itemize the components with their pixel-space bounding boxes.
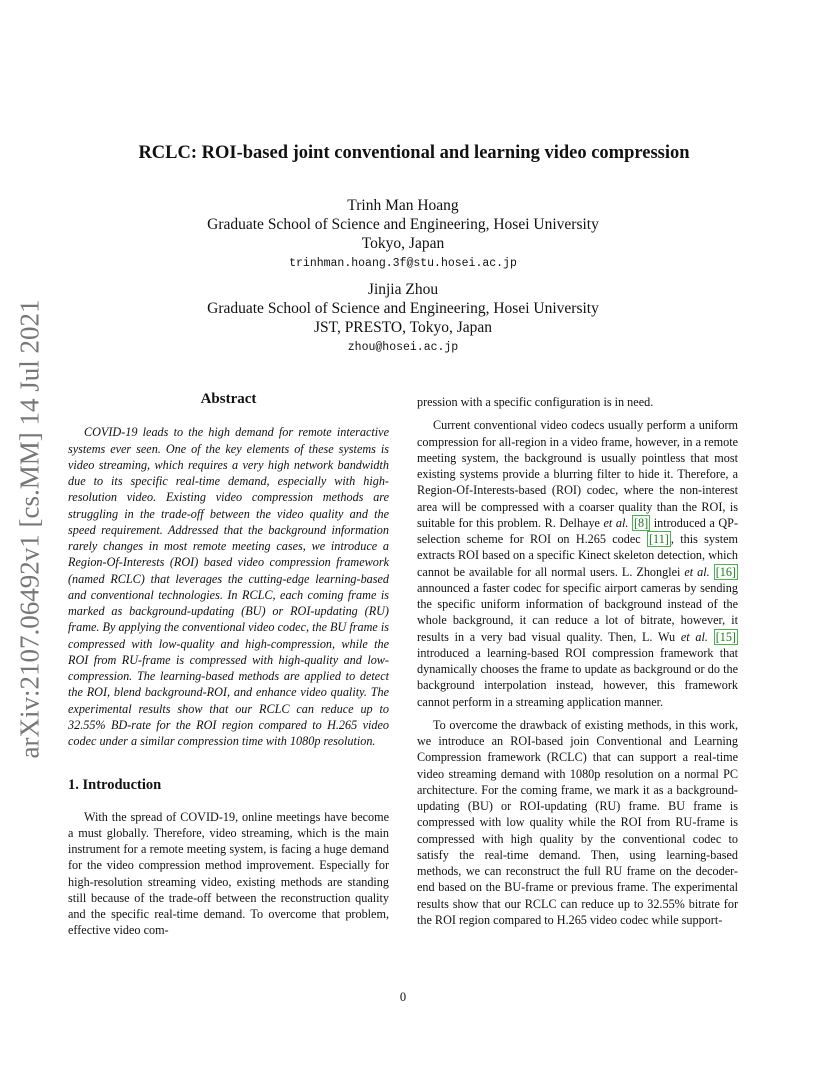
right-column (417, 394, 738, 928)
citation-link[interactable]: [11] (649, 532, 669, 546)
abstract-text: COVID-19 leads to the high demand for remote interactive systems ever seen. One of the key elements of these systems is video streaming, which requires a very high network bandwidth due to its specific real-time demand, especially with high-resolution video. Existing video compression methods are struggling in the trade-off between the video quality and the speed requirement. Addressed that the background information rarely changes in most remote meeting cases, we introduce a Region-Of-Interests (ROI) based video compression framework (named RCLC) that leverages the cutting-edge learning-based and conventional technologies. In RCLC, each coming frame is marked as background-updating (BU) or ROI-updating (RU) frame. By applying the conventional video codec, the BU frame is compressed with low-quality and high-compression, while the ROI from RU-frame is compressed with high-quality and low-compression. The learning-based methods are applied to detect the ROI, blend background-ROI, and enhance video quality. The experimental results show that our RCLC can reduce up to 32.55% BD-rate for the ROI region compared to H.265 video codec under a similar compression time with 1080p resolution. (68, 425, 389, 748)
author-name: Jinjia Zhou (367, 281, 439, 298)
left-column (68, 391, 389, 939)
et-al: et al. (680, 629, 708, 644)
et-al: et al. (684, 564, 710, 579)
author-name: Trinh Man Hoang (347, 197, 459, 214)
author-location: JST, PRESTO, Tokyo, Japan (313, 319, 493, 336)
citation-link[interactable]: [16] (715, 564, 736, 579)
et-al: et al. (603, 515, 629, 530)
intro-paragraph: With the spread of COVID-19, online meetings have become a must globally. Therefore, video streaming, which is the main instrument for a remote meeting system, is facing a huge demand for the video compression method improvement. Especially for high-resolution streaming video, existing methods are standing still because of the trade-off between the reconstruction quality and the specific real-time demand. To overcome that problem, effective video com- (68, 809, 389, 938)
author-email[interactable]: zhou@hosei.ac.jp (347, 341, 459, 354)
page-number: 0 (399, 990, 407, 1004)
citation-link[interactable]: [15] (715, 629, 736, 644)
abstract-heading: Abstract (200, 391, 257, 407)
author-2 (0, 280, 806, 359)
author-1 (0, 196, 806, 275)
author-affiliation: Graduate School of Science and Engineering, Hosei University (207, 300, 599, 317)
author-affiliation: Graduate School of Science and Engineering, Hosei University (207, 216, 599, 233)
citation-link[interactable]: [8] (633, 515, 649, 530)
intro-paragraph-related-work: Current conventional video codecs usually perform a uniform compression for all-region in a video frame, however, in a remote meeting system, the background is usually pointless that most existing systems provide a blurring filter to hide it. Therefore, a Region-Of-Interests-based (ROI) codec, where the non-interest area will be compressed with a coarser quality than the ROI, is suitable for this problem. R. Delhaye et al. [8] introduced a QP-selection scheme for ROI on H.265 codec [11] , this system extracts ROI based on a specific Kinect skeleton detection, which cannot be available for all normal users. L. Zhonglei et al. [16] announced a faster codec for specific airport cameras by sending the specific uniform information of background instead of the whole background, it can reduce a lot of bitrate, however, it results in a very bad visual quality. Then, L. Wu et al. [15] introduced a learning-based ROI compression framework that dynamically chooses the frame to update as background or do the background interpolation instead, however, this framework cannot perform in a streaming application manner. (417, 418, 739, 709)
paper-title: RCLC: ROI-based joint conventional and learning video compression (138, 143, 690, 163)
intro-paragraph-continued: pression with a specific configuration is in need. (417, 395, 654, 409)
arxiv-identifier[interactable]: arXiv:2107.06492v1 [cs.MM] 14 Jul 2021 (14, 299, 45, 759)
section-heading-introduction: 1. Introduction (68, 777, 162, 794)
author-email[interactable]: trinhman.hoang.3f@stu.hosei.ac.jp (289, 257, 517, 270)
author-location: Tokyo, Japan (361, 235, 445, 252)
intro-paragraph-contribution: To overcome the drawback of existing methods, in this work, we introduce an ROI-based join Conventional and Learning Compression framework (RCLC) that can support a real-time video streaming demand with 1080p resolution on a normal PC architecture. For the coming frame, we mark it as a background-updating (BU) or ROI-updating (RU) frame. BU frame is compressed with low quality while the ROI from RU-frame is compressed with high quality by the conventional codec to satisfy the real-time demand. Then, using learning-based methods, we can reconstruct the full RU frame on the decoder-end based on the BU-frame or previous frame. The experimental results show that our RCLC can reduce up to 32.55% bitrate for the ROI region compared to H.265 video codec while support- (417, 717, 738, 927)
